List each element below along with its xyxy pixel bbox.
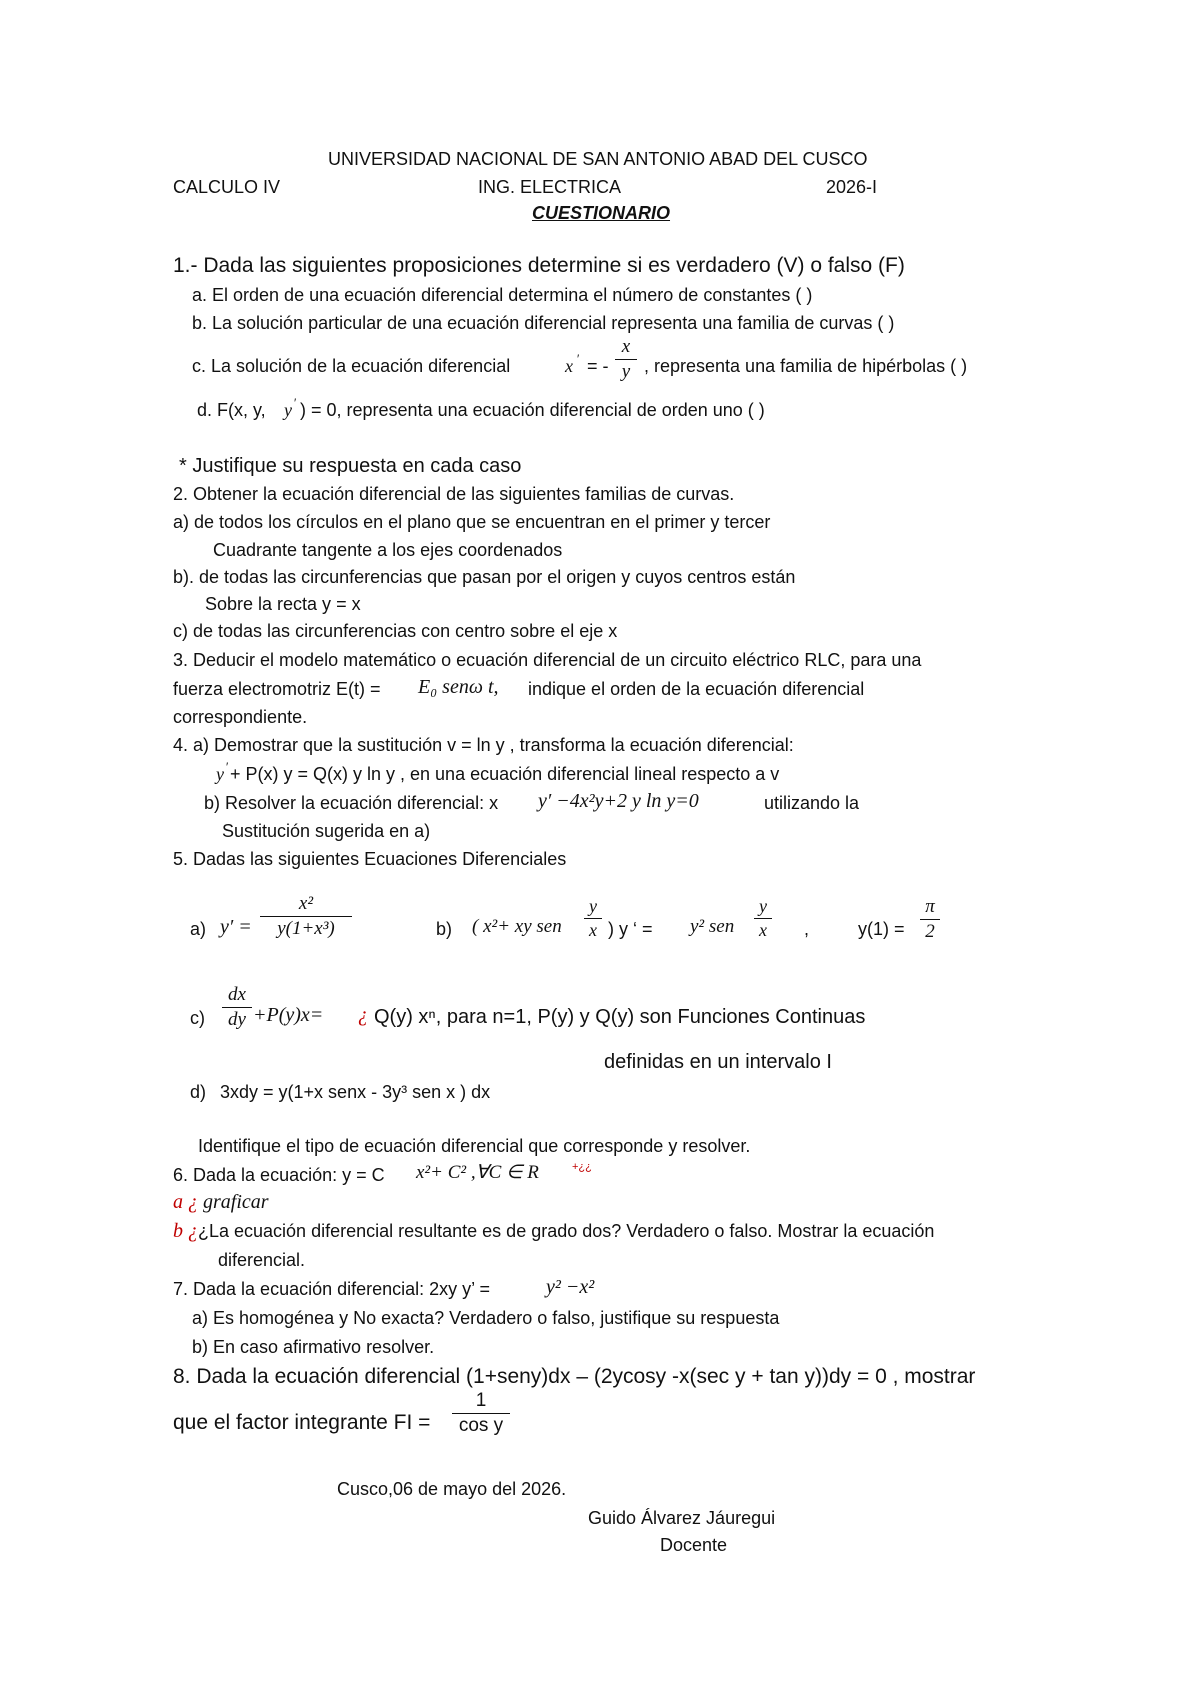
q5-prompt: 5. Dadas las siguientes Ecuaciones Diferenciales <box>173 849 567 869</box>
q5-a-num: x² <box>298 893 314 914</box>
q5-b-fraction <box>584 896 602 941</box>
q4-b1-formula: y′ −4x²y+2 y ln y=0 <box>538 790 699 812</box>
q3-line2-pre: fuerza electromotriz E(t) = <box>173 679 381 699</box>
q4-b1-pre: b) Resolver la ecuación diferencial: x <box>204 793 499 813</box>
q5-c-post: Q(y) xⁿ, para n=1, P(y) y Q(y) son Funciones Continuas <box>374 1006 866 1028</box>
q6-a-row <box>173 1191 269 1213</box>
q5-b-comma: , <box>804 919 810 939</box>
q2-b2: Sobre la recta y = x <box>205 594 361 614</box>
q1-d-pre: d. F(x, y, <box>197 400 266 420</box>
q5-a-label: a) <box>190 919 207 939</box>
q1-justify: * Justifique su respuesta en cada caso <box>179 455 522 477</box>
q4-b1-post: utilizando la <box>764 793 860 813</box>
q3-line3: correspondiente. <box>173 707 308 727</box>
term: 2026-I <box>826 177 878 197</box>
q5-b-rhs-fraction <box>754 896 772 941</box>
q6-b-label: b ¿ <box>173 1220 198 1242</box>
q4-a2-post: + P(x) y = Q(x) y ln y , en una ecuación diferencial lineal respecto a v <box>230 764 780 784</box>
q1-c-prime: ′ <box>577 352 580 366</box>
q7-a: a) Es homogénea y No exacta? Verdadero o falso, justifique su respuesta <box>192 1308 780 1328</box>
q5-b-cond-num: π <box>925 896 935 917</box>
q1-c-den: y <box>621 361 631 382</box>
q6-b-row <box>173 1220 934 1242</box>
q5-c-num: dx <box>228 984 246 1005</box>
q8-line2: que el factor integrante FI = <box>173 1411 431 1434</box>
q7-line1-pre: 7. Dada la ecuación diferencial: 2xy y’ = <box>173 1279 491 1299</box>
page-title: CUESTIONARIO <box>532 203 671 223</box>
q5-a-den: y(1+x³) <box>277 918 335 939</box>
q4-a1: 4. a) Demostrar que la sustitución v = ln y , transforma la ecuación diferencial: <box>173 735 794 755</box>
q5-c-fraction <box>222 984 252 1031</box>
q2-c: c) de todas las circunferencias con centro sobre el eje x <box>173 621 618 641</box>
q2-prompt: 2. Obtener la ecuación diferencial de las siguientes familias de curvas. <box>173 484 735 504</box>
q5-b-label: b) <box>436 919 453 939</box>
q6-b-text: ¿La ecuación diferencial resultante es de grado dos? Verdadero o falso. Mostrar la ecuación <box>198 1221 935 1241</box>
q6-a-text: graficar <box>203 1191 269 1213</box>
q3-line1: 3. Deducir el modelo matemático o ecuación diferencial de un circuito eléctrico RLC, para una <box>173 650 922 670</box>
q2-a2: Cuadrante tangente a los ejes coordenados <box>213 540 563 560</box>
q1-a: a. El orden de una ecuación diferencial determina el número de constantes ( ) <box>192 285 813 305</box>
q2-a1: a) de todos los círculos en el plano que se encuentran en el primer y tercer <box>173 512 771 532</box>
q8-num: 1 <box>475 1390 487 1411</box>
q5-instruction: Identifique el tipo de ecuación diferencial que corresponde y resolver. <box>198 1136 751 1156</box>
q8-den: cos y <box>458 1415 504 1436</box>
q5-b-rhs-den: x <box>759 920 767 940</box>
q5-b-frac-den: x <box>589 920 597 940</box>
signer-role: Docente <box>660 1535 728 1555</box>
q5-c-line2: definidas en un intervalo I <box>604 1051 832 1073</box>
q7-formula: y² −x² <box>546 1276 595 1298</box>
q4-a2-prime: ′ <box>226 760 229 774</box>
q2-b1: b). de todas las circunferencias que pasan por el origen y cuyos centros están <box>173 567 796 587</box>
q5-b-rhs: y² sen <box>690 916 735 937</box>
q4-a2-y: y <box>216 764 224 784</box>
q5-b-rhs-num: y <box>759 896 767 916</box>
university-name: UNIVERSIDAD NACIONAL DE SAN ANTONIO ABAD DEL CUSCO <box>328 149 868 169</box>
program-name: ING. ELECTRICA <box>478 177 622 197</box>
q8-line1: 8. Dada la ecuación diferencial (1+seny)dx – (2ycosy -x(sec y + tan y))dy = 0 , mostrar <box>173 1365 976 1388</box>
q1-c-pre: c. La solución de la ecuación diferencial <box>192 356 511 376</box>
q5-b-cond-den: 2 <box>925 921 935 942</box>
q5-d-label: d) <box>190 1082 207 1102</box>
q5-c-mid: +P(y)x= <box>253 1004 324 1026</box>
q1-c-lhs: x <box>565 356 573 376</box>
q5-a-lhs: y′ = <box>220 916 252 938</box>
q6-formula: x²+ C² ,∀C ∈ R <box>416 1162 539 1183</box>
q7-b: b) En caso afirmativo resolver. <box>192 1337 435 1357</box>
q1-c-num: x <box>621 336 631 357</box>
q6-formula-sup: +¿¿ <box>572 1161 592 1173</box>
q5-b-frac-num: y <box>589 896 597 916</box>
q5-b-cond: y(1) = <box>858 919 905 939</box>
q8-fraction <box>452 1390 510 1437</box>
course-name: CALCULO IV <box>173 177 281 197</box>
signer-name: Guido Álvarez Jáuregui <box>588 1508 776 1528</box>
q1-c-fraction <box>615 336 637 383</box>
place-date: Cusco,06 de mayo del 2026. <box>337 1479 567 1499</box>
q5-c-label: c) <box>190 1008 205 1028</box>
q5-c-red-glyph: ¿ <box>358 1004 368 1026</box>
q5-b-cond-fraction <box>920 896 940 943</box>
q5-b-lhs: ( x²+ xy sen <box>472 916 562 937</box>
q1-prompt: 1.- Dada las siguientes proposiciones determine si es verdadero (V) o falso (F) <box>173 254 905 277</box>
q5-a-fraction <box>260 893 352 940</box>
q5-c-den: dy <box>228 1009 246 1030</box>
q1-c-eq: = - <box>587 356 609 376</box>
q1-c-post: , representa una familia de hipérbolas ( ) <box>644 356 968 376</box>
q3-emf-formula: E₀ senω t, <box>418 676 499 698</box>
q1-d-prime: ′ <box>294 396 297 410</box>
q4-b2: Sustitución sugerida en a) <box>222 821 431 841</box>
q3-line2-post: indique el orden de la ecuación diferencial <box>528 679 865 699</box>
q6-b-text2: diferencial. <box>218 1250 306 1270</box>
q6-line1-pre: 6. Dada la ecuación: y = C <box>173 1165 385 1185</box>
q5-b-mid: ) y ‘ = <box>608 919 653 939</box>
q5-d-text: 3xdy = y(1+x senx - 3y³ sen x ) dx <box>220 1082 491 1102</box>
q1-d-y: y <box>284 400 292 420</box>
q1-d-post: ) = 0, representa una ecuación diferencial de orden uno ( ) <box>300 400 765 420</box>
q1-b: b. La solución particular de una ecuación diferencial representa una familia de curvas ( ) <box>192 313 895 333</box>
q6-a-label: a ¿ <box>173 1191 198 1213</box>
